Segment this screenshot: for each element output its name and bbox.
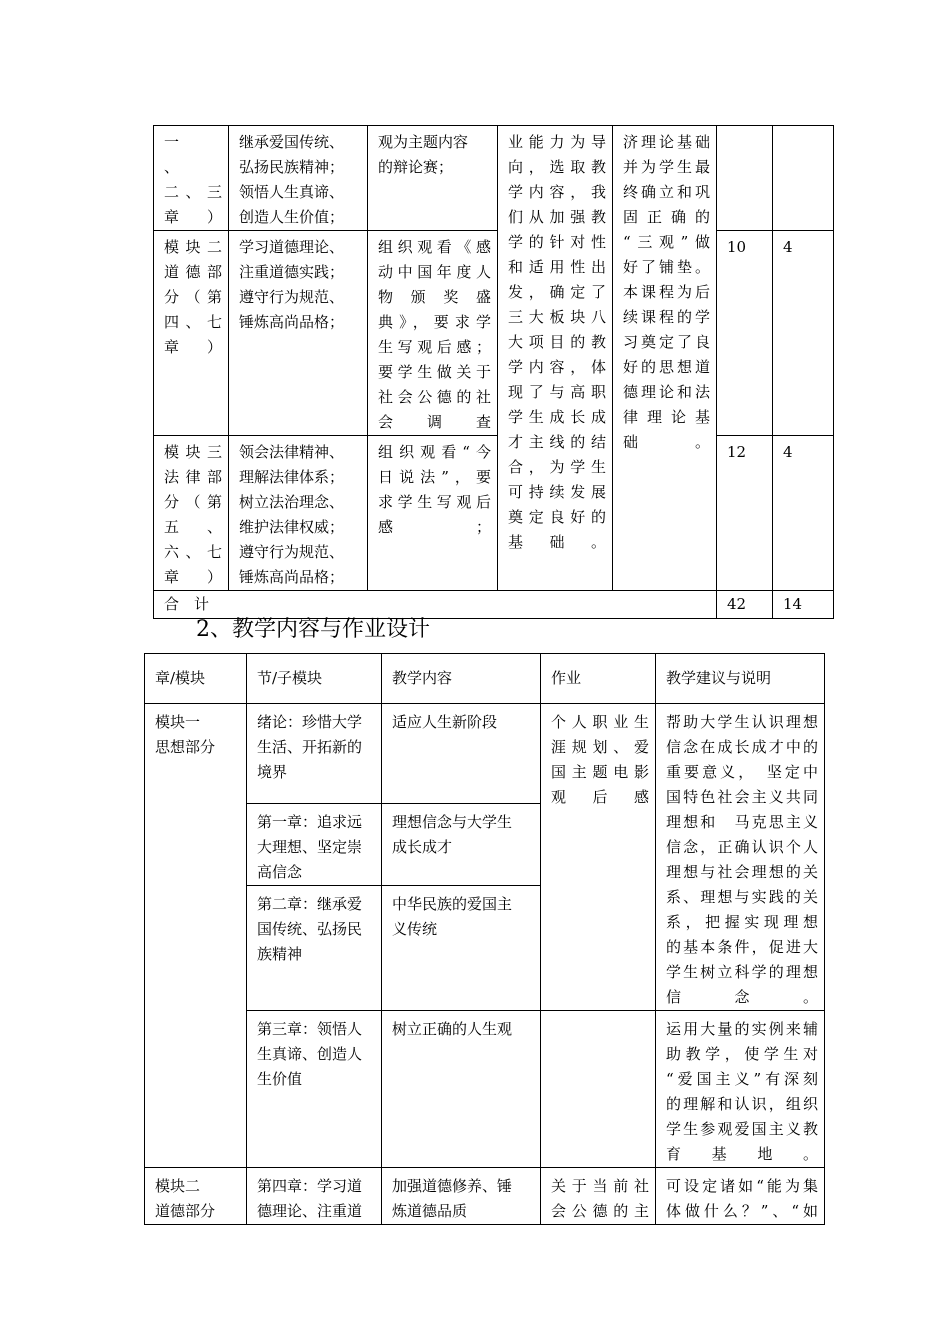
section-cell: 第四章：学习道 德理论、注重道 bbox=[247, 1168, 382, 1225]
table-row bbox=[154, 126, 834, 231]
activity-cell: 组织观看《感 动中国年度人 物颁奖盛 典》，要求学 生写观后感； 要学生做关于 社会公德的社 会调查 bbox=[368, 231, 498, 436]
total-hours-cell: 42 bbox=[717, 591, 773, 619]
homework-cell: 关于当前社 会公德的主 bbox=[541, 1168, 656, 1225]
suggestion-cell: 帮助大学生认识理想 信念在成长成才中的 重要意义， 坚定中 国特色社会主义共同 理想和 马克思主义 信念，正确认识个人 理想与社会理想的关 系、理想与实践的关 系，把握实现理想 的基本条件，促进大 学生树立科学的理想 信念。 bbox=[656, 704, 825, 1011]
goals-cell: 学习道德理论、 注重道德实践； 遵守行为规范、 锤炼高尚品格； bbox=[229, 231, 368, 436]
suggestion-cell: 运用大量的实例来辅 助教学，使学生对 “爱国主义”有深刻 的理解和认识，组织 学生参观爱国主义教 育基地。 bbox=[656, 1011, 825, 1168]
activity-cell: 组织观看“今 日说法”，要 求学生写观后 感； bbox=[368, 436, 498, 591]
total-hours-cell: 14 bbox=[773, 591, 834, 619]
total-label: 合 计 bbox=[154, 591, 717, 619]
hours-cell: 10 bbox=[717, 231, 773, 436]
activity-cell: 观为主题内容 的辩论赛； bbox=[368, 126, 498, 231]
hours-cell: 12 bbox=[717, 436, 773, 591]
section-cell: 第一章：追求远 大理想、坚定崇 高信念 bbox=[247, 804, 382, 886]
suggestion-cell: 可设定诸如“能为集 体做什么？”、“如 bbox=[656, 1168, 825, 1225]
goals-cell: 继承爱国传统、 弘扬民族精神； 领悟人生真谛、 创造人生价值； bbox=[229, 126, 368, 231]
hours-cell bbox=[717, 126, 773, 231]
design-rationale-cell: 业能力为导 向，选取教 学内容，我 们从加强教 学的针对性 和适用性出 发，确定了 三大板块八 大项目的教 学内容，体 现了与高职 学生成长成 才主线的结 合，为学生 可持续发展 奠定良好的 基础。 bbox=[498, 126, 613, 591]
header-cell: 教学建议与说明 bbox=[656, 654, 825, 704]
module-cell: 模块二 道德部 分（第 四、七 章） bbox=[154, 231, 229, 436]
section-cell: 绪论：珍惜大学 生活、开拓新的 境界 bbox=[247, 704, 382, 804]
course-overview-table bbox=[153, 125, 834, 619]
hours-cell: 4 bbox=[773, 436, 834, 591]
module-cell: 模块三 法律部 分（第 五 、 六、七 章） bbox=[154, 436, 229, 591]
teaching-content-table bbox=[144, 653, 825, 1225]
table-row bbox=[145, 1011, 825, 1168]
homework-cell: 个人职业生 涯规划、爱 国主题电影 观后感 bbox=[541, 704, 656, 1011]
header-cell: 节/子模块 bbox=[247, 654, 382, 704]
section-cell: 第二章：继承爱 国传统、弘扬民 族精神 bbox=[247, 886, 382, 1011]
table-row bbox=[154, 231, 834, 436]
header-cell: 教学内容 bbox=[382, 654, 541, 704]
header-row bbox=[145, 654, 825, 704]
table-row bbox=[145, 1168, 825, 1225]
hours-cell: 4 bbox=[773, 231, 834, 436]
section-cell: 第三章：领悟人 生真谛、创造人 生价值 bbox=[247, 1011, 382, 1168]
content-cell: 中华民族的爱国主 义传统 bbox=[382, 886, 541, 1011]
header-cell: 作业 bbox=[541, 654, 656, 704]
homework-cell bbox=[541, 1011, 656, 1168]
content-cell: 理想信念与大学生 成长成才 bbox=[382, 804, 541, 886]
course-role-cell: 济理论基础 并为学生最 终确立和巩 固正确的 “三观”做 好了铺垫。 本课程为后 续课程的学 习奠定了良 好的思想道 德理论和法 律理论基 础。 bbox=[613, 126, 717, 591]
module-cell: 模块二 道德部分 bbox=[145, 1168, 247, 1225]
header-cell: 章/模块 bbox=[145, 654, 247, 704]
goals-cell: 领会法律精神、 理解法律体系； 树立法治理念、 维护法律权威； 遵守行为规范、 锤炼高尚品格； bbox=[229, 436, 368, 591]
table-row bbox=[145, 704, 825, 804]
content-cell: 树立正确的人生观 bbox=[382, 1011, 541, 1168]
hours-cell bbox=[773, 126, 834, 231]
section-heading: 2、教学内容与作业设计 bbox=[196, 617, 430, 642]
content-cell: 适应人生新阶段 bbox=[382, 704, 541, 804]
table-row bbox=[154, 436, 834, 591]
content-cell: 加强道德修养、锤 炼道德品质 bbox=[382, 1168, 541, 1225]
module-cell: 一 、 二、三 章） bbox=[154, 126, 229, 231]
module-cell: 模块一 思想部分 bbox=[145, 704, 247, 1168]
